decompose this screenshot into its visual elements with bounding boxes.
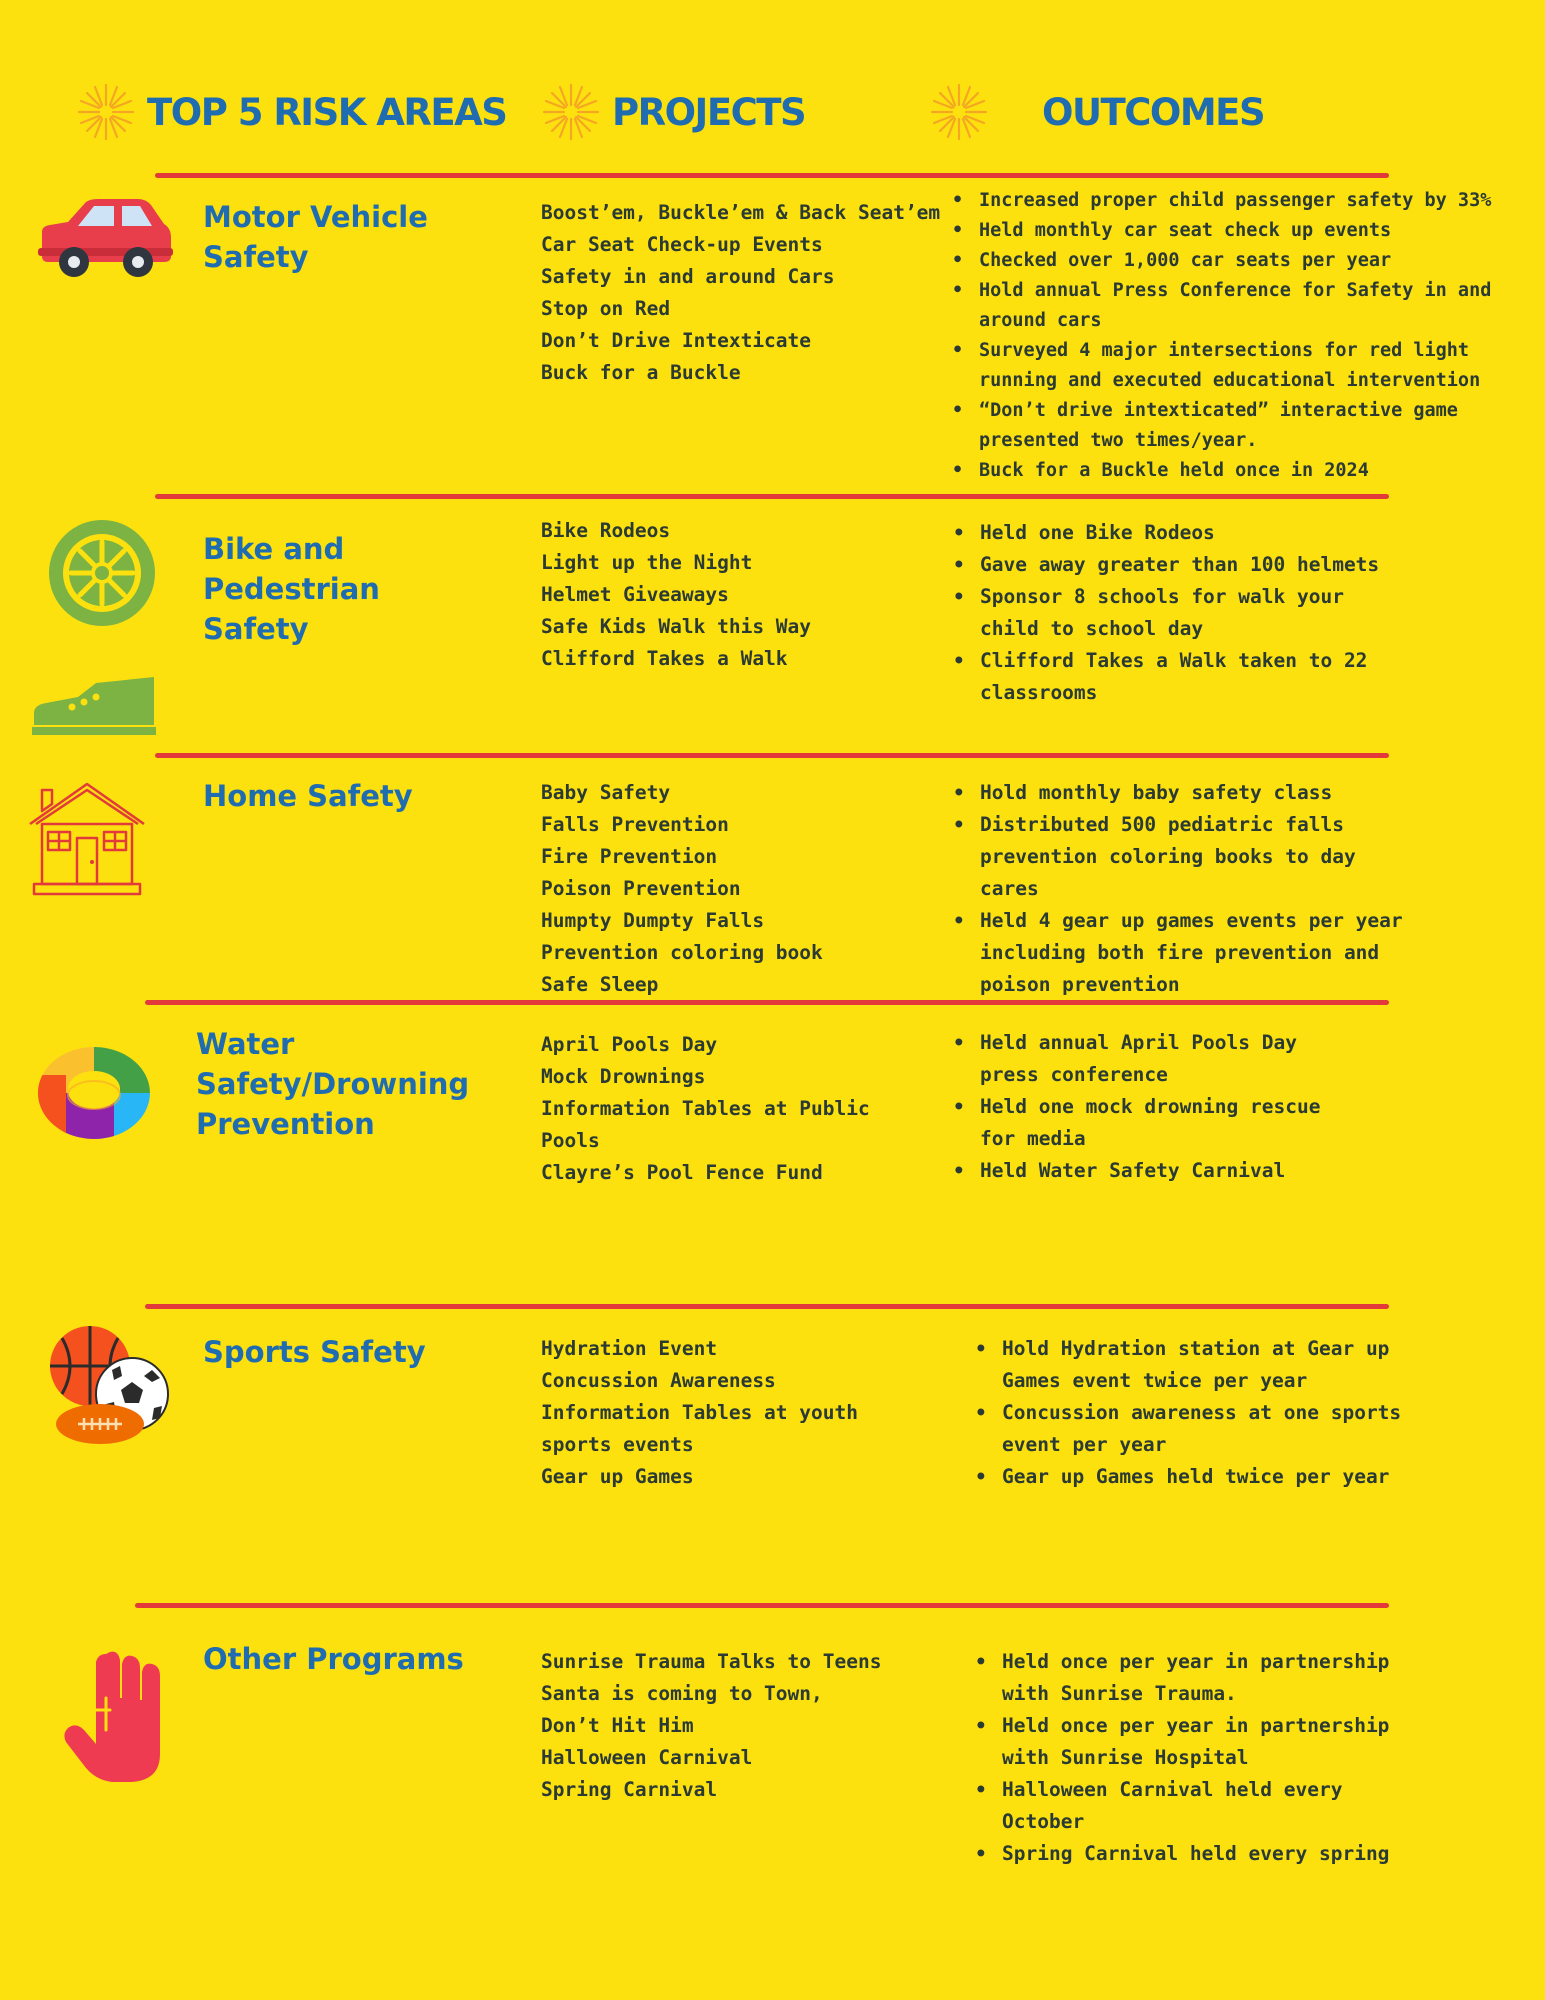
sports-balls-icon <box>48 1326 172 1448</box>
outcomes-list-motor-vehicle <box>952 186 1524 486</box>
project-item: Fire Prevention <box>541 845 718 868</box>
header-outcomes-label: OUTCOMES <box>1042 90 1265 134</box>
title-line: Motor Vehicle <box>203 200 428 234</box>
projects-list-other <box>541 1646 931 1806</box>
project-item: Concussion Awareness <box>541 1369 776 1392</box>
car-icon <box>38 198 173 280</box>
hand-icon <box>62 1650 172 1784</box>
project-item: Buck for a Buckle <box>541 361 741 384</box>
projects-list-sports <box>541 1333 931 1493</box>
outcomes-list-other <box>975 1646 1405 1870</box>
section-title-bike-pedestrian <box>203 529 380 649</box>
project-item: Don’t Drive Intexticate <box>541 329 812 352</box>
sunburst-icon <box>75 81 137 143</box>
title-line: Safety <box>203 612 309 646</box>
section-title-water <box>196 1024 469 1144</box>
outcome-item: • Held annual April Pools Day press conference <box>953 1027 1353 1091</box>
header-projects <box>540 82 805 142</box>
project-item: Clayre’s Pool Fence Fund <box>541 1161 823 1184</box>
outcome-item: • Hold Hydration station at Gear up Games event twice per year <box>975 1333 1435 1397</box>
title-line: Prevention <box>196 1107 375 1141</box>
title-line: Sports Safety <box>203 1335 426 1369</box>
outcome-item: • Hold annual Press Conference for Safety in and around cars <box>952 276 1524 336</box>
project-item: Bike Rodeos <box>541 519 671 542</box>
outcome-item: • Increased proper child passenger safety by 33% <box>952 186 1524 216</box>
header-risk-areas <box>75 82 506 142</box>
outcome-item: • Buck for a Buckle held once in 2024 <box>952 456 1524 486</box>
section-divider <box>155 173 1389 178</box>
shoe-icon <box>32 677 156 735</box>
sunburst-icon <box>540 81 602 143</box>
outcome-item: • Concussion awareness at one sports event per year <box>975 1397 1435 1461</box>
outcomes-list-home <box>953 777 1403 1001</box>
project-item: Poison Prevention <box>541 877 741 900</box>
outcome-item: • Spring Carnival held every spring <box>975 1838 1405 1870</box>
outcome-item: • Halloween Carnival held every October <box>975 1774 1405 1838</box>
outcome-item: • Held once per year in partnership with Sunrise Hospital <box>975 1710 1405 1774</box>
project-item: Information Tables at Public Pools <box>541 1097 870 1152</box>
section-divider <box>155 494 1389 499</box>
project-item: Santa is coming to Town, Don’t Hit Him <box>541 1682 823 1737</box>
project-item: Halloween Carnival <box>541 1746 753 1769</box>
projects-list-bike-pedestrian <box>541 515 931 675</box>
project-item: Safe Sleep <box>541 973 659 996</box>
project-item: Baby Safety <box>541 781 671 804</box>
project-item: Light up the Night <box>541 551 753 574</box>
project-item: Mock Drownings <box>541 1065 706 1088</box>
project-item: Humpty Dumpty Falls Prevention coloring book <box>541 909 823 964</box>
title-line: Water <box>196 1027 295 1061</box>
section-title-home <box>203 776 413 816</box>
section-divider <box>145 1304 1389 1309</box>
outcome-item: • Held one mock drowning rescue for media <box>953 1091 1353 1155</box>
outcome-item: • Sponsor 8 schools for walk your child to school day <box>953 581 1403 645</box>
project-item: Safety in and around Cars <box>541 265 835 288</box>
project-item: Spring Carnival <box>541 1778 718 1801</box>
outcomes-list-sports <box>975 1333 1435 1493</box>
outcomes-list-water <box>953 1027 1353 1187</box>
outcome-item: • Distributed 500 pediatric falls prevention coloring books to day cares <box>953 809 1403 905</box>
title-line: Safety/Drowning <box>196 1067 470 1101</box>
projects-list-home <box>541 777 931 1001</box>
outcome-item: • Gave away greater than 100 helmets <box>953 549 1403 581</box>
project-item: Sunrise Trauma Talks to Teens <box>541 1650 882 1673</box>
outcome-item: • Clifford Takes a Walk taken to 22 classrooms <box>953 645 1403 709</box>
outcome-item: • “Don’t drive intexticated” interactive game presented two times/year. <box>952 396 1524 456</box>
sunburst-icon <box>928 81 990 143</box>
outcome-item: • Surveyed 4 major intersections for red light running and executed educational intervention <box>952 336 1524 396</box>
header-outcomes <box>928 82 1264 142</box>
outcome-item: • Held once per year in partnership with Sunrise Trauma. <box>975 1646 1405 1710</box>
project-item: Clifford Takes a Walk <box>541 647 788 670</box>
title-line: Bike and <box>203 532 345 566</box>
title-line: Safety <box>203 240 309 274</box>
section-title-sports <box>203 1332 426 1372</box>
outcome-item: • Hold monthly baby safety class <box>953 777 1403 809</box>
outcome-item: • Held monthly car seat check up events <box>952 216 1524 246</box>
outcomes-list-bike-pedestrian <box>953 517 1403 709</box>
section-title-motor-vehicle <box>203 197 428 277</box>
projects-list-water <box>541 1029 931 1189</box>
section-divider <box>135 1603 1389 1608</box>
project-item: Information Tables at youth sports events <box>541 1401 858 1456</box>
projects-list-motor-vehicle <box>541 197 941 389</box>
project-item: Safe Kids Walk this Way <box>541 615 812 638</box>
project-item: Car Seat Check-up Events <box>541 233 823 256</box>
title-line: Pedestrian <box>203 572 380 606</box>
project-item: Helmet Giveaways <box>541 583 729 606</box>
outcome-item: • Gear up Games held twice per year <box>975 1461 1435 1493</box>
header-projects-label: PROJECTS <box>612 90 806 134</box>
outcome-item: • Held 4 gear up games events per year including both fire prevention and poison prevention <box>953 905 1403 1001</box>
house-icon <box>28 780 146 896</box>
project-item: Stop on Red <box>541 297 671 320</box>
title-line: Home Safety <box>203 779 413 813</box>
project-item: Gear up Games <box>541 1465 694 1488</box>
section-title-other <box>203 1639 464 1679</box>
bike-wheel-icon <box>47 518 157 628</box>
project-item: Hydration Event <box>541 1337 718 1360</box>
project-item: April Pools Day <box>541 1033 718 1056</box>
section-divider <box>155 753 1389 758</box>
outcome-item: • Checked over 1,000 car seats per year <box>952 246 1524 276</box>
title-line: Other Programs <box>203 1642 464 1676</box>
outcome-item: • Held one Bike Rodeos <box>953 517 1403 549</box>
header-risk-areas-label: TOP 5 RISK AREAS <box>147 90 507 134</box>
swim-ring-icon <box>36 1045 152 1141</box>
project-item: Falls Prevention <box>541 813 729 836</box>
project-item: Boost’em, Buckle’em & Back Seat’em <box>541 201 941 224</box>
outcome-item: • Held Water Safety Carnival <box>953 1155 1353 1187</box>
